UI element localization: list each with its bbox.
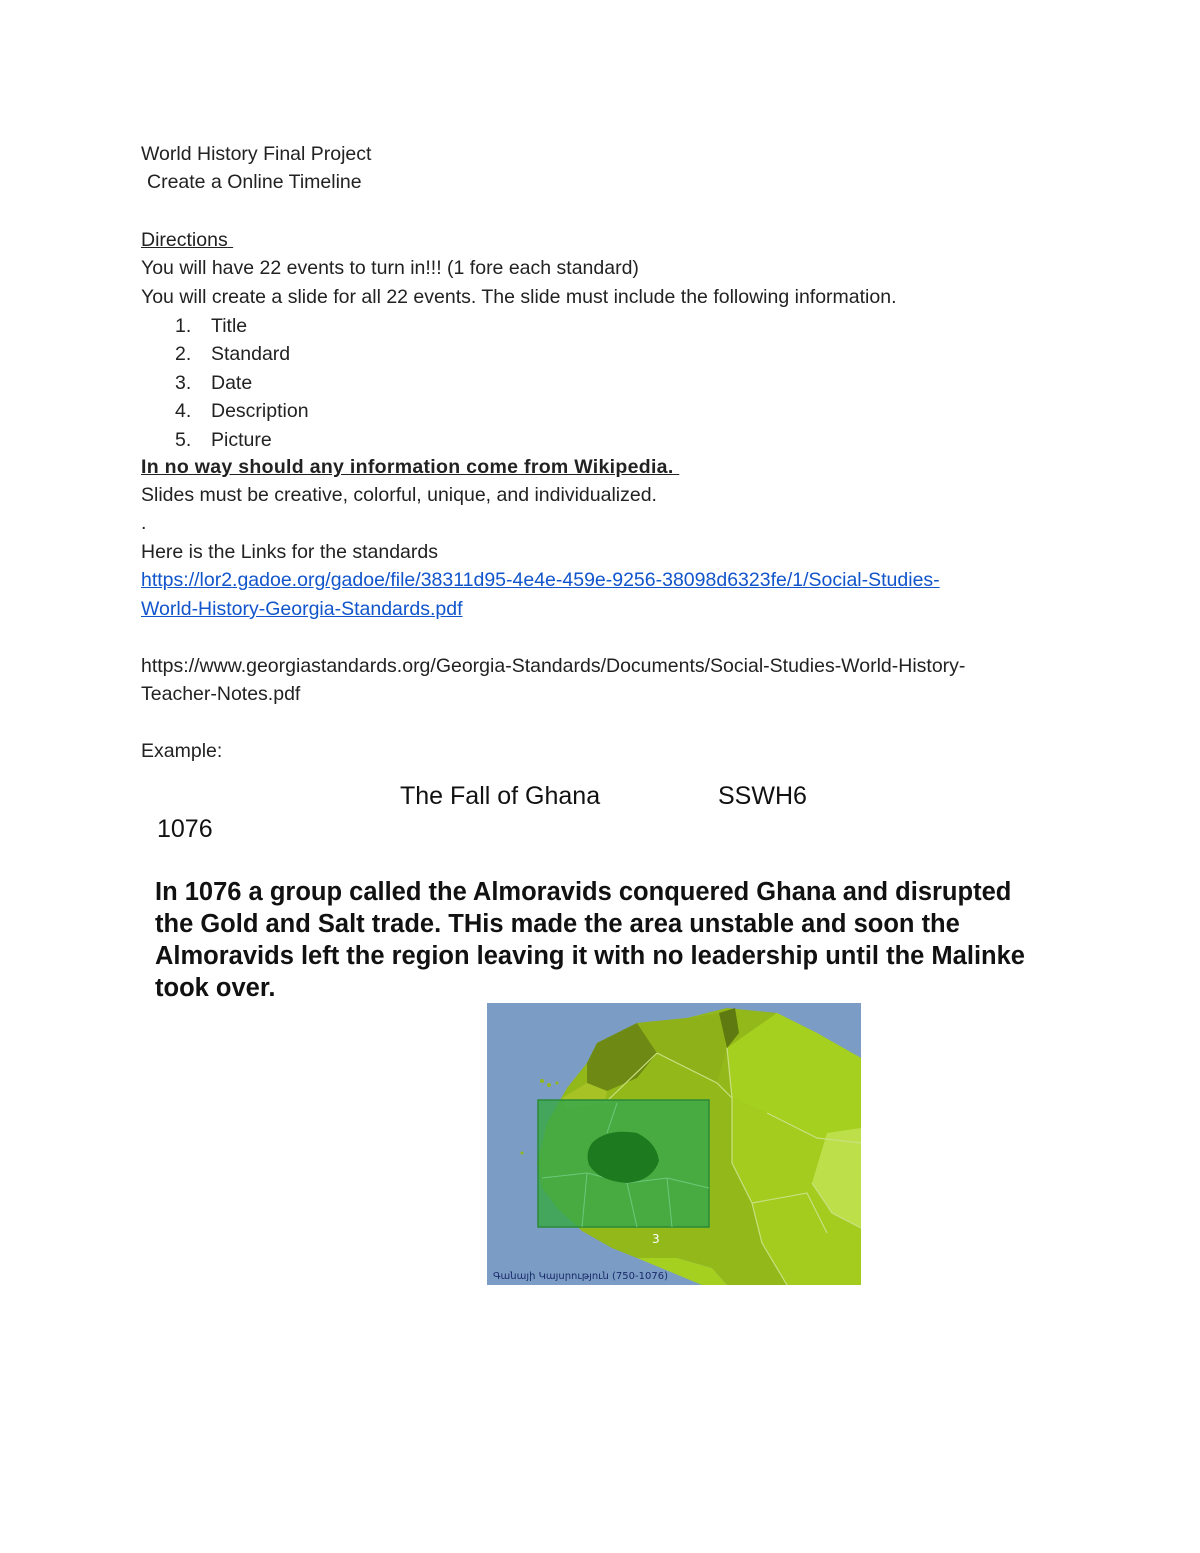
list-item: 3. Date [175, 371, 253, 394]
list-item: 5. Picture [175, 428, 272, 451]
requirements-list [175, 312, 309, 454]
example-year: 1076 [157, 815, 213, 843]
teacher-notes-url-line-2: Teacher-Notes.pdf [141, 683, 301, 705]
creative-note: Slides must be creative, colorful, unique, and individualized. [141, 484, 657, 506]
list-item: 4. Description [175, 400, 309, 423]
map-caption: Գանայի Կայսրություն (750-1076) [493, 1271, 668, 1282]
list-item: 2. Standard [175, 343, 291, 366]
standards-link-cont[interactable]: World-History-Georgia-Standards.pdf [141, 598, 463, 620]
map-marker: 3 [652, 1232, 660, 1246]
directions-line-2: You will create a slide for all 22 events. The slide must include the following information. [141, 286, 897, 308]
teacher-notes-url-line-1: https://www.georgiastandards.org/Georgia-Standards/Documents/Social-Studies-World-History- [141, 655, 966, 677]
links-intro: Here is the Links for the standards [141, 541, 438, 563]
doc-title: World History Final Project [141, 143, 372, 165]
standards-link[interactable]: https://lor2.gadoe.org/gadoe/file/38311d95-4e4e-459e-9256-38098d6323fe/1/Social-Studies- [141, 569, 940, 591]
standards-link-line-2 [141, 597, 463, 621]
example-label: Example: [141, 740, 223, 762]
example-title: The Fall of Ghana [400, 782, 601, 810]
doc-subtitle: Create a Online Timeline [147, 171, 362, 193]
directions-heading: Directions [141, 229, 228, 251]
example-standard: SSWH6 [718, 782, 807, 810]
list-item: 1. Title [175, 315, 248, 337]
dot-line: . [141, 512, 147, 534]
standards-link-line-1 [141, 568, 940, 592]
example-description: In 1076 a group called the Almoravids conquered Ghana and disrupted the Gold and Salt trade. THis made the area unstable and soon the Almoravids left the region leaving it with no leadership until the Malinke took over. [155, 878, 1025, 1002]
wikipedia-warning: In no way should any information come from Wikipedia. [141, 456, 674, 478]
directions-line-1: You will have 22 events to turn in!!! (1 fore each standard) [141, 257, 639, 279]
ghana-empire-map [487, 1003, 861, 1285]
